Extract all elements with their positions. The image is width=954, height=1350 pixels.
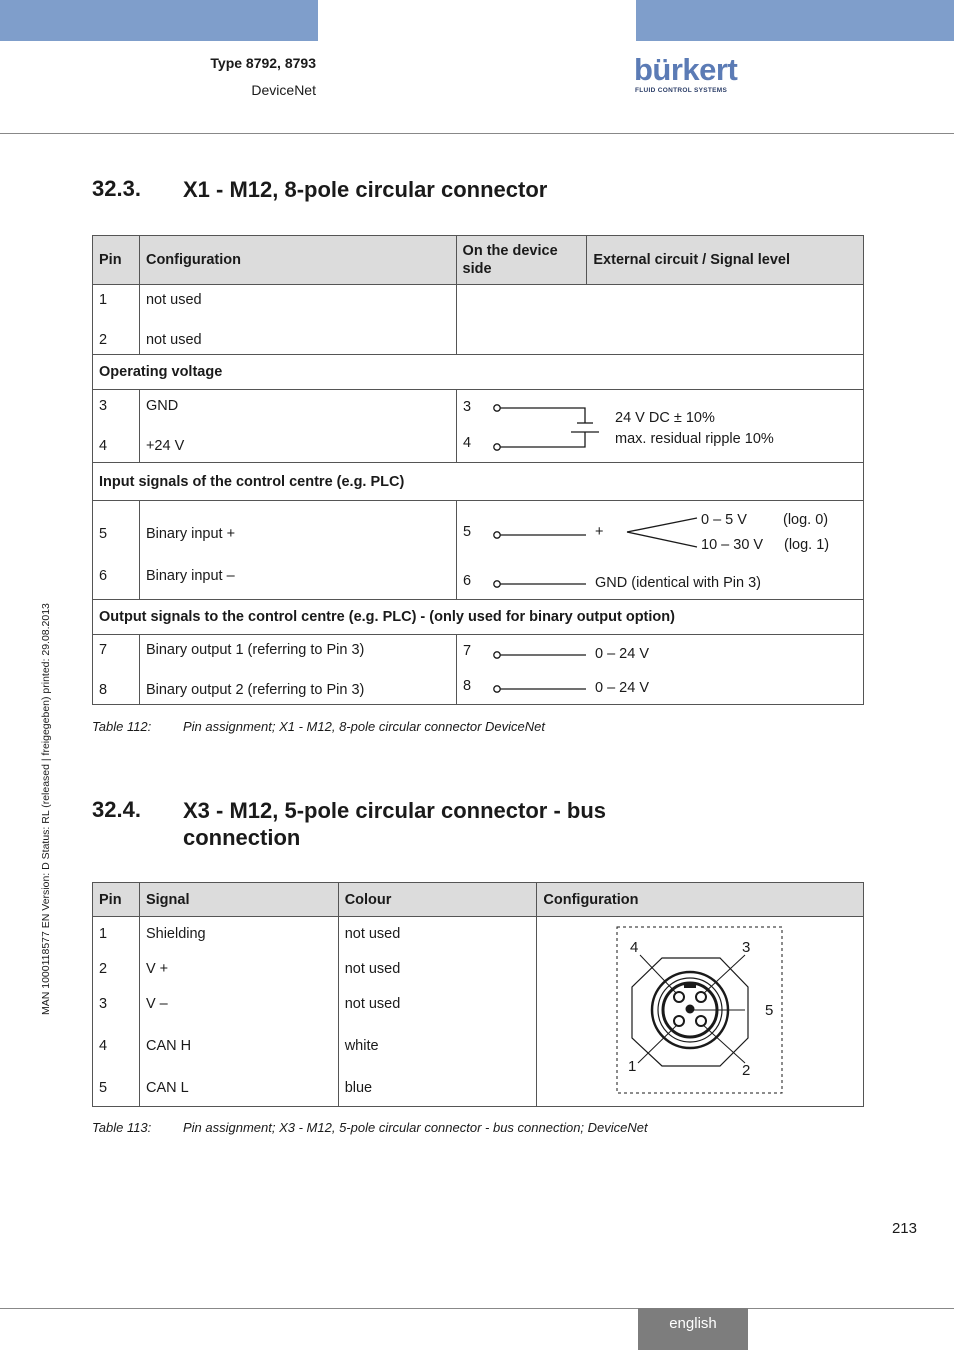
pin-number: 6 [99,568,108,584]
device-pin-4: 4 [463,435,472,451]
col-header-configuration: Configuration [537,883,864,917]
contact-pin-5 [686,1005,695,1014]
pin-number: 5 [99,1080,108,1096]
section-number: 32.3. [92,176,141,201]
signal-name: Shielding [145,926,206,942]
pin-label-4: 4 [630,939,639,956]
pin-config: not used [145,331,202,348]
pin-number: 4 [99,438,108,454]
output-level-1: 0 – 24 V [595,646,650,662]
pin-config: not used [145,291,202,308]
caption-label: Table 113: [92,1120,152,1135]
output-level-2: 0 – 24 V [595,680,650,696]
contact-pin-1 [674,1016,684,1026]
page-number: 213 [891,1220,917,1237]
contact-pin-3 [696,992,706,1002]
signal-name: V + [145,961,169,977]
caption-text: Pin assignment; X3 - M12, 5-pole circular connector - bus connection; DeviceNet [183,1120,648,1135]
col-header-signal: Signal [139,883,338,917]
signal-name: CAN L [145,1080,189,1096]
wire-colour: not used [344,996,401,1012]
col-header-pin: Pin [93,236,140,285]
group-operating-voltage: Operating voltage [93,355,864,390]
wire-colour: not used [344,961,401,977]
footer-divider [0,1308,954,1309]
pin-label-1: 1 [628,1058,637,1075]
pin-config: Binary output 2 (referring to Pin 3) [145,681,365,698]
input-plus-sign: + [595,524,604,540]
pin-label-3: 3 [742,939,751,956]
device-pin-6: 6 [463,573,472,589]
section-title: X1 - M12, 8-pole circular connector [183,177,548,202]
device-pin-8: 8 [463,678,472,694]
burkert-logo: bürkert [634,52,738,87]
wire-colour: blue [344,1080,373,1096]
coding-key [684,983,696,988]
input-level-high-log: (log. 1) [784,537,830,553]
section-title-line-1: X3 - M12, 5-pole circular connector - bus [183,798,606,823]
logo-tagline: FLUID CONTROL SYSTEMS [635,87,728,94]
pin-label-5: 5 [765,1002,774,1019]
document-subtitle: DeviceNet [251,82,316,98]
pin-number: 2 [99,331,108,348]
group-output-signals: Output signals to the control centre (e.g. PLC) - (only used for binary output option) [93,600,864,635]
pin-number: 2 [99,961,108,977]
signal-name: CAN H [145,1038,192,1054]
section-title-line-2: connection [183,825,301,850]
pin-number: 1 [99,926,108,942]
input-gnd-note: GND (identical with Pin 3) [595,575,761,591]
voltage-spec: 24 V DC ± 10% [615,410,715,426]
pin-number: 3 [99,996,108,1012]
pin-number: 3 [99,398,108,414]
input-level-low: 0 – 5 V [701,512,747,528]
pin-config: Binary input + [145,526,236,542]
document-type: Type 8792, 8793 [210,55,316,71]
device-pin-7: 7 [463,643,472,659]
pin-config: Binary input – [145,568,235,584]
pin-config: GND [145,398,179,414]
pin-config: +24 V [145,438,185,454]
wire-colour: white [344,1038,379,1054]
caption-text: Pin assignment; X1 - M12, 8-pole circular connector DeviceNet [183,719,545,734]
contact-pin-2 [696,1016,706,1026]
signal-name: V – [145,996,168,1012]
language-tab: english [638,1308,748,1350]
col-header-configuration: Configuration [139,236,456,285]
group-input-signals: Input signals of the control centre (e.g. PLC) [93,463,864,501]
pin-number: 7 [99,641,108,658]
col-header-device-side: On the device side [456,236,587,285]
document-status-note: MAN 1000118577 EN Version: D Status: RL (released | freigegeben) printed: 29.08.2013 [40,603,52,1015]
input-level-high: 10 – 30 V [701,537,764,553]
ripple-spec: max. residual ripple 10% [615,431,774,447]
pin-number: 1 [99,291,108,308]
pin-number: 5 [99,526,108,542]
device-pin-5: 5 [463,524,472,540]
wire-colour: not used [344,926,401,942]
pin-config: Binary output 1 (referring to Pin 3) [145,641,365,658]
device-pin-3: 3 [463,399,472,415]
pin-label-2: 2 [742,1062,751,1079]
col-header-colour: Colour [338,883,537,917]
pin-number: 4 [99,1038,108,1054]
col-header-external-circuit: External circuit / Signal level [587,236,864,285]
section-number: 32.4. [92,797,141,822]
caption-label: Table 112: [92,719,152,734]
contact-pin-4 [674,992,684,1002]
pin-number: 8 [99,681,108,698]
col-header-pin: Pin [93,883,140,917]
input-level-low-log: (log. 0) [783,512,829,528]
